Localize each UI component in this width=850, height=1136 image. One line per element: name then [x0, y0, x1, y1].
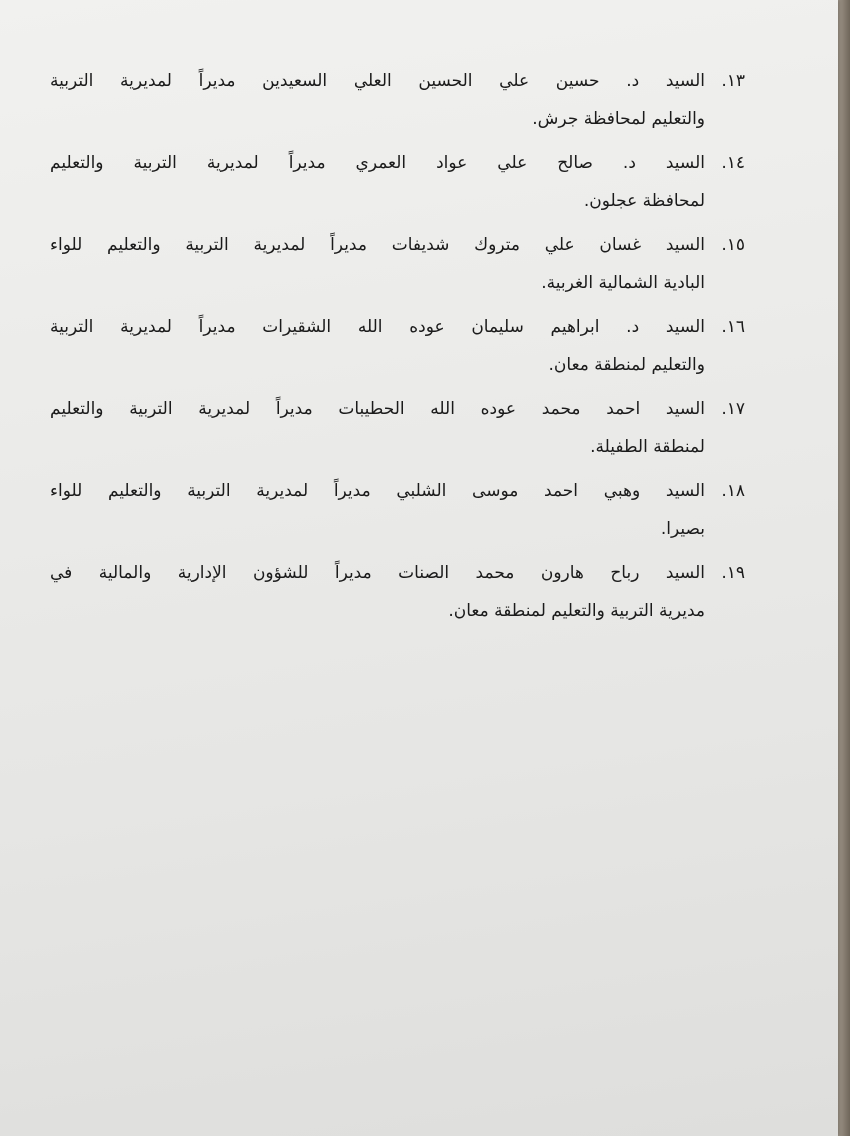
item-text-line-1: السيد د. صالح علي عواد العمري مديراً لمديرية التربية والتعليم: [50, 153, 705, 173]
list-item: [50, 390, 745, 472]
item-text-line-2: لمنطقة الطفيلة.: [590, 437, 705, 457]
list-item: [50, 226, 745, 308]
item-text: [50, 554, 705, 630]
item-number: ١٧.: [721, 399, 745, 419]
item-text-line-1: السيد د. ابراهيم سليمان عوده الله الشقيرات مديراً لمديرية التربية: [50, 317, 705, 337]
item-number: ١٦.: [721, 317, 745, 337]
item-text: [50, 390, 705, 466]
item-text: [50, 144, 705, 220]
list-item: [50, 62, 745, 144]
list-item: [50, 472, 745, 554]
item-text-line-1: السيد رباح هارون محمد الصنات مديراً للشؤون الإدارية والمالية في: [50, 563, 705, 583]
item-text-line-2: بصيرا.: [660, 519, 705, 539]
item-number: ١٩.: [721, 563, 745, 583]
list-item: [50, 308, 745, 390]
item-number: ١٣.: [721, 71, 745, 91]
item-text-line-1: السيد د. حسين علي الحسين العلي السعيدين مديراً لمديرية التربية: [50, 71, 705, 91]
item-text-line-2: والتعليم لمحافظة جرش.: [532, 109, 705, 129]
item-text: [50, 62, 705, 138]
list-item: [50, 554, 745, 636]
item-text-line-2: لمحافظة عجلون.: [583, 191, 705, 211]
list-item: [50, 144, 745, 226]
item-text: [50, 308, 705, 384]
item-text-line-1: السيد وهبي احمد موسى الشلبي مديراً لمديرية التربية والتعليم للواء: [50, 481, 705, 501]
item-text-line-1: السيد احمد محمد عوده الله الحطيبات مديراً لمديرية التربية والتعليم: [50, 399, 705, 419]
item-text-line-2: مديرية التربية والتعليم لمنطقة معان.: [448, 601, 705, 621]
desk-background-edge: [836, 0, 850, 1136]
item-number: ١٨.: [721, 481, 745, 501]
item-number: ١٥.: [721, 235, 745, 255]
item-text: [50, 472, 705, 548]
appointment-list: [50, 62, 745, 636]
item-text: [50, 226, 705, 302]
item-text-line-1: السيد غسان علي متروك شديفات مديراً لمديرية التربية والتعليم للواء: [50, 235, 705, 255]
item-text-line-2: البادية الشمالية الغربية.: [541, 273, 705, 293]
item-number: ١٤.: [721, 153, 745, 173]
item-text-line-2: والتعليم لمنطقة معان.: [548, 355, 705, 375]
